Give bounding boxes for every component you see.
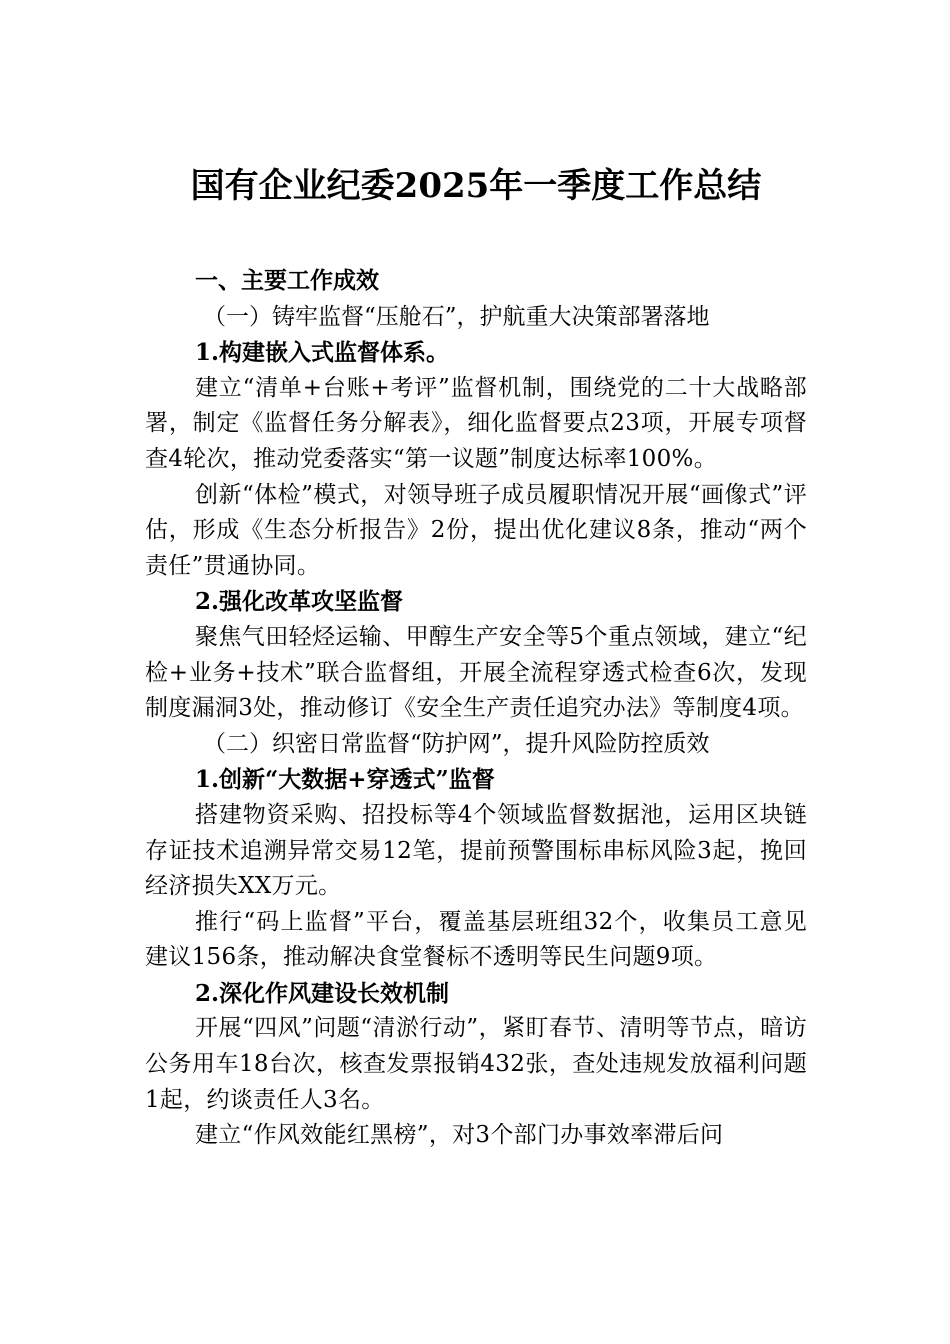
- paragraph: 建立“清单+台账+考评”监督机制，围绕党的二十大战略部署，制定《监督任务分解表》，细化监督要点23项，开展专项督查4轮次，推动党委落实“第一议题”制度达标率100%。: [145, 374, 807, 472]
- paragraph: 创新“体检”模式，对领导班子成员履职情况开展“画像式”评估，形成《生态分析报告》2份，提出优化建议8条，推动“两个责任”贯通协同。: [145, 481, 807, 579]
- item-heading-2-1: 1.创新“大数据+穿透式”监督: [195, 766, 495, 794]
- paragraph: 聚焦气田轻烃运输、甲醇生产安全等5个重点领域，建立“纪检+业务+技术”联合监督组，开展全流程穿透式检查6次，发现制度漏洞3处，推动修订《安全生产责任追究办法》等制度4项。: [145, 623, 807, 722]
- item-heading-1-2: 2.强化改革攻坚监督: [195, 588, 404, 616]
- subsection-heading-1: （一）铸牢监督“压舱石”，护航重大决策部署落地: [203, 303, 710, 330]
- document-body: [145, 160, 807, 1154]
- paragraph: 建立“作风效能红黑榜”，对3个部门办事效率滞后问: [195, 1122, 724, 1149]
- paragraph: 推行“码上监督”平台，覆盖基层班组32个，收集员工意见建议156条，推动解决食堂餐标不透明等民生问题9项。: [145, 908, 807, 971]
- paragraph: 开展“四风”问题“清淤行动”，紧盯春节、清明等节点，暗访公务用车18台次，核查发票报销432张，查处违规发放福利问题1起，约谈责任人3名。: [145, 1015, 807, 1113]
- subsection-heading-2: （二）织密日常监督“防护网”，提升风险防控质效: [203, 730, 710, 757]
- item-heading-1-1: 1.构建嵌入式监督体系。: [195, 339, 450, 367]
- item-heading-2-2: 2.深化作风建设长效机制: [195, 979, 450, 1007]
- document-title: 国有企业纪委2025年一季度工作总结: [190, 166, 762, 206]
- section-heading-main-achievements: 一、主要工作成效: [195, 268, 379, 294]
- paragraph: 搭建物资采购、招投标等4个领域监督数据池，运用区块链存证技术追溯异常交易12笔，提前预警围标串标风险3起，挽回经济损失XX万元。: [145, 801, 807, 900]
